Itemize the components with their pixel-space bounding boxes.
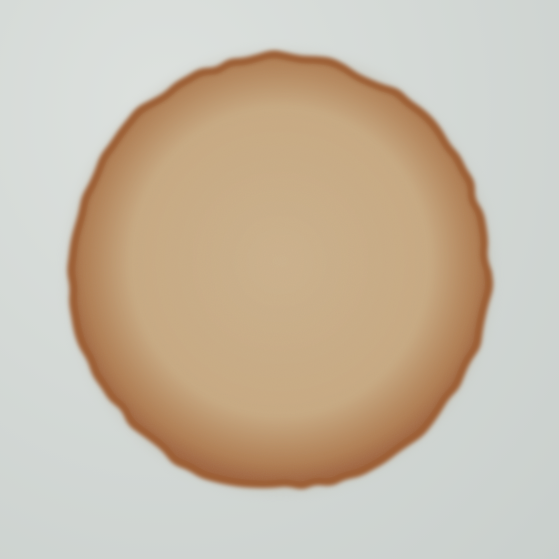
stain-texture <box>75 59 485 482</box>
